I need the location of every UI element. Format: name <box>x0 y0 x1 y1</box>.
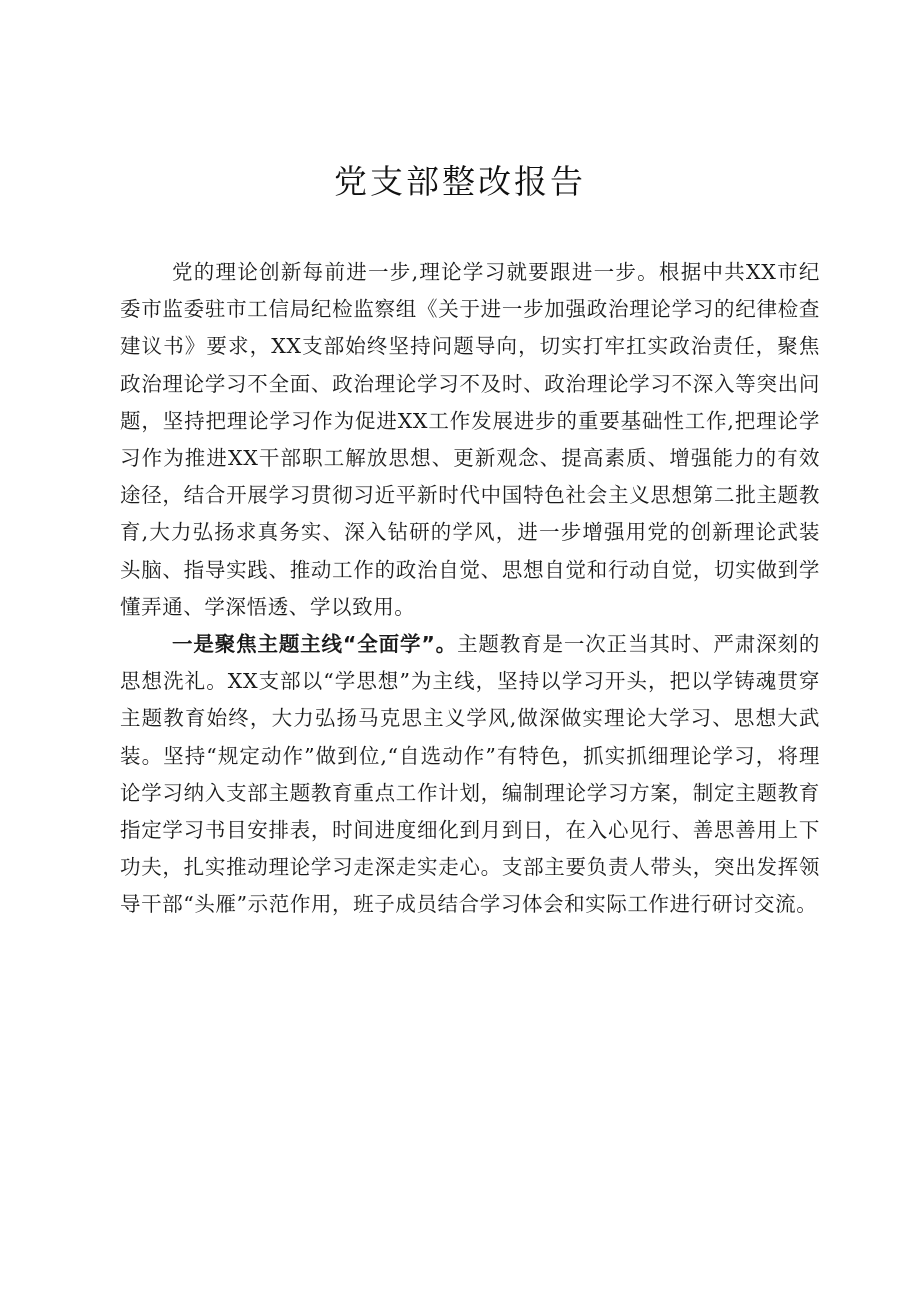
document-title: 党支部整改报告 <box>334 162 586 201</box>
document-body <box>120 254 820 924</box>
paragraph-intro-text: 党的理论创新每前进一步,理论学习就要跟进一步。根据中共XX市纪委市监委驻市工信局纪检监察组《关于进一步加强政治理论学习的纪律检查建议书》要求，XX支部始终坚持问题导向，切实打牢扛实政治责任，聚焦政治理论学习不全面、政治理论学习不及时、政治理论学习不深入等突出问题，坚持把理论学习作为促进XX工作发展进步的重要基础性工作,把理论学习作为推进XX干部职工解放思想、更新观念、提高素质、增强能力的有效途径，结合开展学习贯彻习近平新时代中国特色社会主义思想第二批主题教育,大力弘扬求真务实、深入钻研的学风，进一步增强用党的创新理论武装头脑、指导实践、推动工作的政治自觉、思想自觉和行动自觉，切实做到学懂弄通、学深悟透、学以致用。 <box>120 260 820 619</box>
paragraph-point-one-heading: 一是聚焦主题主线“全面学”。 <box>172 632 458 657</box>
paragraph-point-one <box>120 626 820 924</box>
paragraph-point-one-text: 主题教育是一次正当其时、严肃深刻的思想洗礼。XX支部以“学思想”为主线，坚持以学习开头，把以学铸魂贯穿主题教育始终，大力弘扬马克思主义学风,做深做实理论大学习、思想大武装。坚持“规定动作”做到位,“自选动作”有特色，抓实抓细理论学习，将理论学习纳入支部主题教育重点工作计划，编制理论学习方案，制定主题教育指定学习书目安排表，时间进度细化到月到日，在入心见行、善思善用上下功夫，扎实推动理论学习走深走实走心。支部主要负责人带头，突出发挥领导干部“头雁”示范作用，班子成员结合学习体会和实际工作进行研讨交流。 <box>120 632 820 917</box>
paragraph-intro <box>120 254 820 626</box>
